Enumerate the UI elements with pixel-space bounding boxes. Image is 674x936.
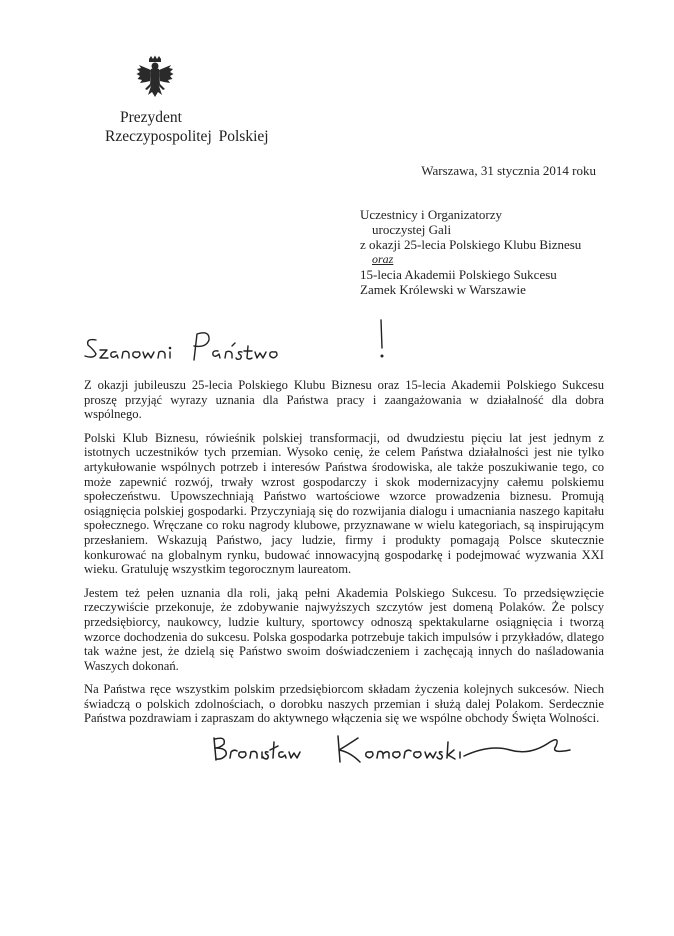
handwritten-salutation	[82, 318, 402, 368]
addressee-block	[360, 207, 610, 297]
addressee-line-6: Zamek Królewski w Warszawie	[360, 282, 526, 297]
addressee-line-2: uroczystej Gali	[372, 222, 452, 237]
letter-body	[84, 378, 604, 735]
handwritten-exclamation	[376, 318, 386, 360]
addressee-line-3: z okazji 25-lecia Polskiego Klubu Biznesu	[360, 237, 582, 252]
title-line-1: Prezydent	[120, 109, 182, 126]
paragraph-1: Z okazji jubileuszu 25-lecia Polskiego Klubu Biznesu oraz 15-lecia Akademii Polskiego Sukcesu proszę przyjąć wyrazy uznania dla Państwa pracy i zaangażowania w działalność dla dobra wspólnego.	[84, 378, 604, 422]
paragraph-4: Na Państwa ręce wszystkim polskim przedsiębiorcom składam życzenia kolejnych sukcesów. Niech świadczą o polskich zdolnościach, o dorobku naszych przemian i służą dalej Polakom. Serdecznie Państwa pozdrawiam i zapraszam do aktywnego włączenia się we wspólne obchody Święta Wolności.	[84, 682, 604, 726]
paragraph-2: Polski Klub Biznesu, rówieśnik polskiej transformacji, od dwudziestu pięciu lat jest jednym z istotnych uczestników tych przemian. Wysoko cenię, że celem Państwa działalności jest nie tylko artykułowanie wspólnych potrzeb i interesów Państwa środowiska, ale także poszukiwanie tego, co może zapewnić rozwój, trwały wzrost gospodarczy i skok modernizacyjny całemu polskiemu społeczeństwu. Upowszechniają Państwo wartościowe wzorce prowadzenia biznesu. Promują osiągnięcia polskiej gospodarki. Przyczyniają się do rozwijania dialogu i umacniania naszego kapitału społecznego. Wręczane co roku nagrody klubowe, przyznawane w wielu kategoriach, są inspirującym przesłaniem. Wskazują Państwo, jacy ludzie, firmy i produkty pomagają Polsce skutecznie konkurować na globalnym rynku, budować innowacyjną gospodarkę i podejmować wyzwania XXI wieku. Gratuluję wszystkim tegorocznym laureatom.	[84, 430, 604, 577]
date-line: Warszawa, 31 stycznia 2014 roku	[421, 163, 596, 178]
addressee-line-4: oraz	[372, 252, 394, 266]
handwritten-signature	[210, 730, 610, 768]
addressee-line-5: 15-lecia Akademii Polskiego Sukcesu	[360, 267, 557, 282]
title-line-2: Rzeczypospolitej Polskiej	[105, 128, 269, 145]
polish-eagle-emblem	[136, 55, 174, 101]
paragraph-3: Jestem też pełen uznania dla roli, jaką pełni Akademia Polskiego Sukcesu. To przedsięwzięcie rzeczywiście przekonuje, że zdobywanie najwyższych szczytów jest domeną Polaków. Że polscy przedsiębiorcy, naukowcy, ludzie kultury, sportowcy odnoszą spektakularne osiągnięcia i tworzą wzorce dochodzenia do sukcesu. Polska gospodarka potrzebuje takich impulsów i przykładów, dlatego tak ważne jest, że dzielą się Państwo swoim doświadczeniem i zachęcają innych do naśladowania Waszych dokonań.	[84, 585, 604, 673]
addressee-line-1: Uczestnicy i Organizatorzy	[360, 207, 502, 222]
president-title	[105, 108, 280, 146]
